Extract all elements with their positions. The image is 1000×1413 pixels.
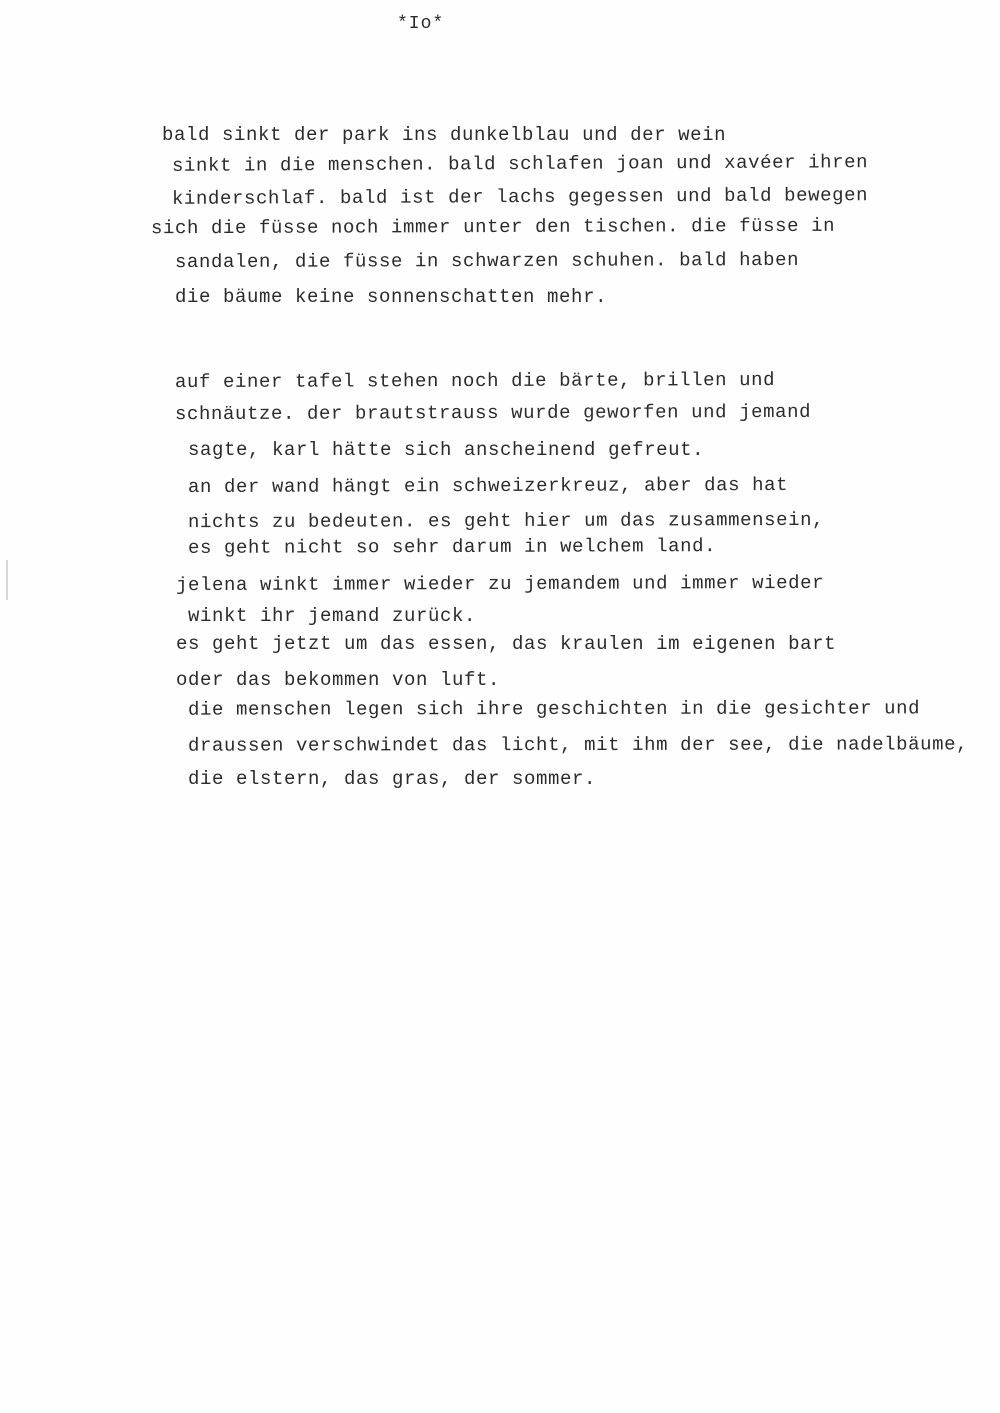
text-line: die elstern, das gras, der sommer.	[188, 768, 597, 790]
text-line: schnäutze. der brautstrauss wurde geworfen und jemand	[174, 400, 812, 426]
text-line: sinkt in die menschen. bald schlafen joan und xavéer ihren	[171, 151, 869, 177]
text-line: jelena winkt immer wieder zu jemandem und immer wieder	[175, 571, 825, 597]
text-line: auf einer tafel stehen noch die bärte, brillen und	[174, 368, 776, 394]
text-line: die bäume keine sonnenschatten mehr.	[175, 286, 608, 308]
text-line: die menschen legen sich ihre geschichten in die gesichter und	[187, 697, 921, 721]
scan-artifact	[6, 560, 8, 600]
text-line: bald sinkt der park ins dunkelblau und der wein	[162, 124, 727, 146]
text-line: sagte, karl hätte sich anscheinend gefreut.	[188, 439, 705, 461]
text-line: nichts zu bedeuten. es geht hier um das zusammensein,	[187, 508, 825, 534]
text-line: draussen verschwindet das licht, mit ihm der see, die nadelbäume,	[187, 733, 969, 757]
text-line: oder das bekommen von luft.	[176, 669, 501, 691]
text-line: kinderschlaf. bald ist der lachs gegessen und bald bewegen	[171, 184, 869, 210]
text-line: sandalen, die füsse in schwarzen schuhen. bald haben	[174, 248, 800, 274]
page-number: *Io*	[397, 14, 445, 34]
text-line: es geht nicht so sehr darum in welchem land.	[187, 535, 717, 559]
text-line: an der wand hängt ein schweizerkreuz, aber das hat	[187, 473, 789, 499]
text-line: es geht jetzt um das essen, das kraulen im eigenen bart	[176, 633, 837, 655]
text-line: winkt ihr jemand zurück.	[188, 605, 477, 627]
text-line: sich die füsse noch immer unter den tischen. die füsse in	[150, 214, 836, 240]
